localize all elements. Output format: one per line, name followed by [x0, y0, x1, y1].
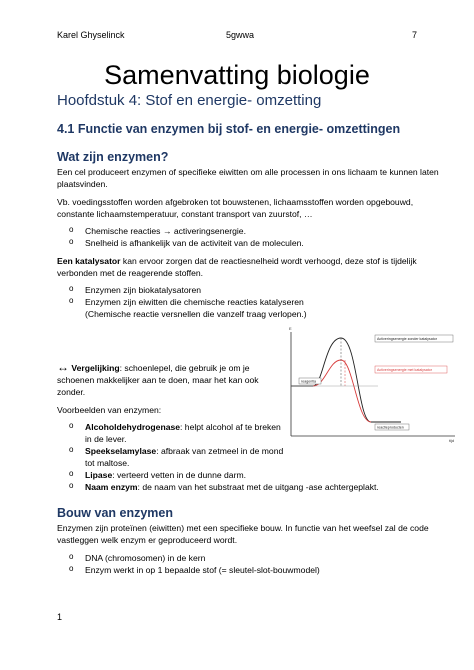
- vergelijking-line-3: zonder.: [57, 387, 86, 397]
- vergelijking-text: : schoenlepel, die gebruik je om je: [119, 363, 250, 373]
- bullet-marker: o: [69, 237, 74, 246]
- bullet-marker: o: [69, 564, 74, 573]
- vergelijking-term: Vergelijking: [71, 363, 120, 373]
- enzyme-desc: : helpt alcohol af te breken: [180, 422, 281, 432]
- header-page-number: 7: [412, 30, 418, 40]
- bouw-line-2: vastleggen welk enzym er geproduceerd wordt.: [57, 535, 238, 545]
- intro-line-1: Een cel produceert enzymen of specifieke eiwitten om alle processen in ons lichaam te kunnen laten: [57, 167, 439, 177]
- footer-page-number: 1: [57, 612, 63, 622]
- katalysator-line-1: [57, 255, 417, 267]
- intro-line-2: plaatsvinden.: [57, 179, 108, 189]
- enzyme-example: [85, 481, 379, 493]
- header-class: 5gwwa: [226, 30, 255, 40]
- bullet-marker: o: [69, 225, 74, 234]
- katalysator-term: Een katalysator: [57, 256, 121, 266]
- enzyme-name: Lipase: [85, 470, 113, 480]
- y-axis-label: E: [289, 326, 292, 331]
- chapter-heading: Hoofdstuk 4: Stof en energie- omzetting: [57, 92, 322, 109]
- bullet-marker: o: [69, 296, 74, 305]
- bullet-item: Enzym werkt in op 1 bepaalde stof (= sleutel-slot-bouwmodel): [85, 565, 320, 575]
- enzyme-name: Speekselamylase: [85, 446, 157, 456]
- bullet-item: Chemische reacties → activeringsenergie.: [85, 226, 246, 236]
- bullet-marker: o: [69, 445, 74, 454]
- katalysator-note: (Chemische reactie versnellen die vanzelf traag verlopen.): [85, 309, 307, 319]
- enzyme-example-cont: tot maltose.: [85, 458, 130, 468]
- enzyme-example: [85, 469, 246, 481]
- label-mid: Activeringsenergie met katalysator: [377, 368, 432, 372]
- vergelijking-line-1: [57, 361, 250, 374]
- curve-with-catalyst: [313, 360, 371, 422]
- voorbeelden-heading: Voorbeelden van enzymen:: [57, 405, 162, 415]
- enzyme-desc: : verteerd vetten in de dunne darm.: [112, 470, 246, 480]
- enzyme-example: [85, 421, 281, 433]
- bullet-item: Enzymen zijn biokatalysatoren: [85, 285, 202, 295]
- enzyme-example-cont: in de lever.: [85, 434, 127, 444]
- enzyme-name: Alcoholdehydrogenase: [85, 422, 181, 432]
- bullet-marker: o: [69, 469, 74, 478]
- example-line-1: Vb. voedingsstoffen worden afgebroken tot bouwstenen, lichaamsstoffen worden opgebouwd,: [57, 197, 414, 207]
- enzyme-example: [85, 445, 283, 457]
- activation-energy-diagram: [283, 322, 463, 447]
- section-heading: 4.1 Functie van enzymen bij stof- en energie- omzettingen: [57, 122, 401, 136]
- bullet-item: Enzymen zijn eiwitten die chemische reacties katalyseren: [85, 297, 304, 307]
- page-title: Samenvatting biologie: [104, 60, 370, 90]
- label-reagent: reagentia: [301, 379, 316, 384]
- bullet-marker: o: [69, 481, 74, 490]
- enzyme-name: Naam enzym: [85, 482, 138, 492]
- katalysator-line-2: verbonden met de reagerende stoffen.: [57, 268, 204, 278]
- wat-zijn-enzymen-heading: Wat zijn enzymen?: [57, 150, 169, 164]
- bouw-line-1: Enzymen zijn proteïnen (eiwitten) met een specifieke bouw. In functie van het weefsel zal de code: [57, 523, 429, 533]
- header-author: Karel Ghyselinck: [57, 30, 125, 40]
- vergelijking-line-2: schoenen makkelijker aan te doen, maar het kan ook: [57, 375, 259, 385]
- bullet-marker: o: [69, 284, 74, 293]
- katalysator-text: kan ervoor zorgen dat de reactiesnelheid wordt verhoogd, deze stof is tijdelijk: [120, 256, 417, 266]
- bullet-marker: o: [69, 421, 74, 430]
- label-top: Activeringsenergie zonder katalysator: [377, 337, 437, 341]
- enzyme-desc: : afbraak van zetmeel in de mond: [156, 446, 284, 456]
- example-line-2: constante lichaamstemperatuur, constant transport van zuurstof, …: [57, 209, 313, 219]
- enzyme-desc: : de naam van het substraat met de uitgang -ase achtergeplakt.: [137, 482, 379, 492]
- bouw-heading: Bouw van enzymen: [57, 506, 173, 520]
- bullet-marker: o: [69, 552, 74, 561]
- vergelijking-arrow-icon: ↔: [57, 360, 69, 374]
- label-product: reactieproducten: [377, 425, 404, 430]
- x-axis-label: tijd: [449, 438, 455, 443]
- bullet-item: Snelheid is afhankelijk van de activiteit van de moleculen.: [85, 238, 304, 248]
- bullet-item: DNA (chromosomen) in de kern: [85, 553, 206, 563]
